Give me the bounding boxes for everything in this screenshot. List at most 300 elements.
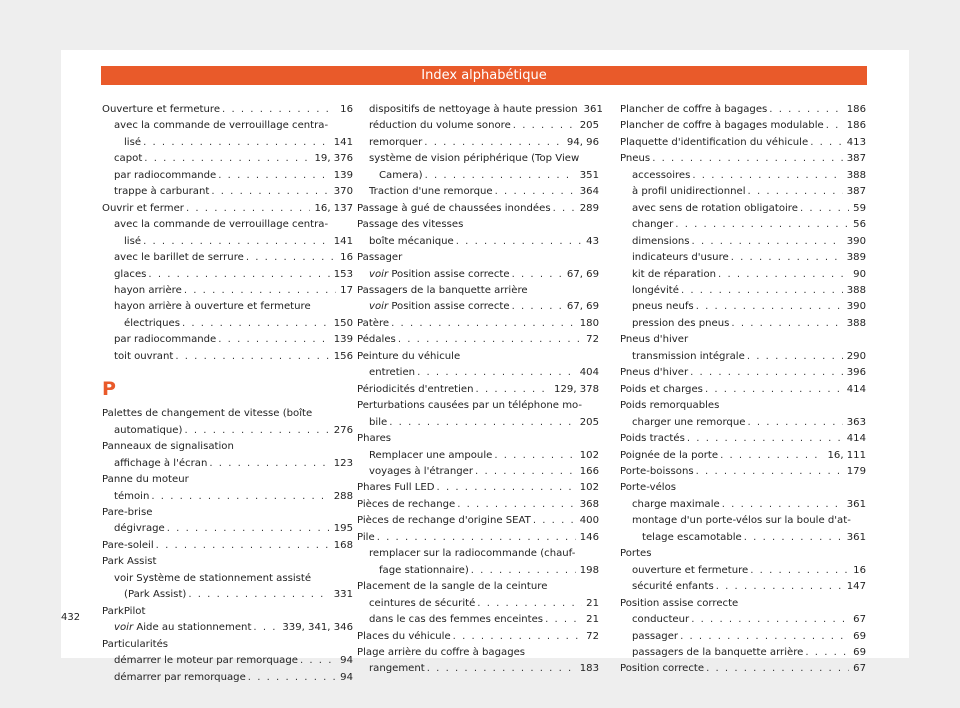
- entry-text: charge maximale: [632, 498, 720, 510]
- entry-text: ParkPilot: [102, 605, 146, 617]
- page-reference: 363: [846, 416, 866, 428]
- index-subentry: [620, 283, 866, 299]
- page-reference: 351: [579, 169, 599, 181]
- entry-text: Pédales: [357, 334, 396, 346]
- entry-text: Poids remorquables: [620, 400, 720, 412]
- entry-text: accessoires: [632, 169, 691, 181]
- entry-text: Traction d'une remorque: [369, 186, 493, 198]
- page-header: [101, 66, 867, 85]
- page-reference: 396: [846, 367, 866, 379]
- entry-text: Poids tractés: [620, 433, 685, 445]
- index-entry: [357, 497, 599, 513]
- index-column-1: [102, 102, 353, 686]
- page-reference: 102: [579, 482, 599, 494]
- entry-text: ouverture et fermeture: [632, 564, 749, 576]
- page-reference: 166: [579, 465, 599, 477]
- index-entry: [102, 201, 353, 217]
- dot-leader: [512, 267, 563, 283]
- index-column-2: [357, 102, 603, 678]
- page-reference: 179: [846, 465, 866, 477]
- entry-text: Passager: [357, 252, 403, 264]
- dot-leader: [495, 184, 576, 200]
- index-subentry: [102, 217, 353, 233]
- index-subentry: [102, 653, 353, 669]
- dot-leader: [188, 587, 329, 603]
- dot-leader: [476, 382, 551, 398]
- dot-leader: [652, 151, 843, 167]
- dot-leader: [300, 653, 336, 669]
- entry-text: Park Assist: [102, 556, 157, 568]
- entry-text: charger une remorque: [632, 416, 746, 428]
- dot-leader: [800, 201, 849, 217]
- page-reference: 289: [579, 202, 599, 214]
- page-reference: 72: [586, 334, 599, 346]
- entry-text: Plancher de coffre à bagages modulable: [620, 120, 824, 132]
- index-subentry: [620, 612, 866, 628]
- dot-leader: [186, 201, 311, 217]
- index-entry: [357, 513, 599, 529]
- page-reference: 69: [853, 646, 866, 658]
- page-reference: 102: [579, 449, 599, 461]
- entry-text: démarrer le moteur par remorquage: [114, 655, 298, 667]
- page-reference: 339, 341, 346: [282, 622, 353, 634]
- index-subentry: [357, 448, 599, 464]
- dot-leader: [167, 521, 330, 537]
- entry-text: Position correcte: [620, 663, 705, 675]
- index-subentry: [102, 316, 353, 332]
- entry-text: Camera): [379, 169, 423, 181]
- page-reference: 139: [333, 169, 353, 181]
- index-entry: [620, 398, 866, 414]
- dot-leader: [805, 645, 849, 661]
- entry-text: Remplacer une ampoule: [369, 449, 493, 461]
- dot-leader: [706, 661, 849, 677]
- index-entry: [620, 661, 866, 677]
- dot-leader: [769, 102, 842, 118]
- index-entry: [620, 464, 866, 480]
- dot-leader: [720, 448, 823, 464]
- manual-page: [61, 50, 909, 683]
- index-subentry: [102, 184, 353, 200]
- page-reference: 17: [340, 284, 353, 296]
- index-entry: [620, 596, 866, 612]
- entry-text: dimensions: [632, 235, 690, 247]
- entry-text: dispositifs de nettoyage à haute pression: [369, 104, 578, 115]
- entry-text: capot: [114, 153, 143, 165]
- index-subentry: [357, 234, 599, 250]
- page-reference: 361: [846, 531, 866, 543]
- dot-leader: [398, 332, 582, 348]
- index-subentry: [620, 250, 866, 266]
- index-entry: [102, 554, 353, 570]
- index-subentry: [620, 563, 866, 579]
- page-reference: 370: [333, 186, 353, 198]
- entry-text: rangement: [369, 663, 425, 675]
- page-reference: 129, 378: [554, 383, 599, 395]
- page-reference: 19, 376: [314, 153, 353, 165]
- entry-text: boîte mécanique: [369, 235, 454, 247]
- dot-leader: [425, 168, 576, 184]
- dot-leader: [182, 316, 330, 332]
- entry-text: Périodicités d'entretien: [357, 383, 474, 395]
- index-subentry: [102, 521, 353, 537]
- entry-text: pression des pneus: [632, 317, 730, 329]
- dot-leader: [512, 299, 563, 315]
- index-entry: [357, 431, 599, 447]
- page-reference: 43: [586, 235, 599, 247]
- dot-leader: [747, 415, 842, 431]
- index-subentry: [357, 299, 599, 315]
- entry-text: Panneaux de signalisation: [102, 441, 234, 453]
- page-reference: 404: [579, 367, 599, 379]
- dot-leader: [722, 497, 843, 513]
- page-reference: 400: [579, 515, 599, 527]
- page-reference: 21: [586, 614, 599, 626]
- index-subentry: [357, 546, 599, 562]
- index-subentry: [357, 612, 599, 628]
- index-subentry: [102, 571, 353, 587]
- page-reference: 59: [853, 202, 866, 214]
- page-reference: 364: [579, 186, 599, 198]
- page-reference: 67: [853, 663, 866, 675]
- index-subentry: [357, 596, 599, 612]
- page-reference: 94, 96: [566, 136, 599, 148]
- entry-text: longévité: [632, 284, 679, 296]
- index-entry: [357, 316, 599, 332]
- dot-leader: [391, 316, 576, 332]
- entry-text: indicateurs d'usure: [632, 252, 729, 264]
- see-reference: voir: [114, 622, 134, 634]
- page-reference: 388: [846, 284, 866, 296]
- dot-leader: [218, 332, 329, 348]
- page-reference: 413: [846, 136, 866, 148]
- page-reference: 388: [846, 169, 866, 181]
- index-subentry: [357, 168, 599, 184]
- entry-text: voyages à l'étranger: [369, 465, 474, 477]
- index-subentry: [357, 563, 599, 579]
- dot-leader: [692, 168, 842, 184]
- entry-text: automatique): [114, 424, 183, 436]
- entry-text: par radiocommande: [114, 334, 217, 346]
- dot-leader: [457, 497, 576, 513]
- index-subentry: [357, 102, 603, 118]
- index-entry: [357, 530, 599, 546]
- index-subentry: [620, 234, 866, 250]
- index-subentry: [620, 349, 866, 365]
- entry-text: Pile: [357, 531, 375, 543]
- page-reference: 361: [846, 498, 866, 510]
- index-subentry: [357, 267, 599, 283]
- entry-text: Palettes de changement de vitesse (boîte: [102, 408, 313, 420]
- entry-text: Places du véhicule: [357, 630, 451, 642]
- dot-leader: [716, 579, 843, 595]
- dot-leader: [731, 316, 842, 332]
- page-reference: 205: [579, 416, 599, 428]
- page-reference: 16: [340, 104, 353, 115]
- index-subentry: [102, 620, 353, 636]
- entry-text: Position assise correcte: [620, 597, 739, 609]
- dot-leader: [475, 464, 576, 480]
- dot-leader: [826, 118, 843, 134]
- entry-text: Pare-brise: [102, 506, 153, 518]
- entry-text: dans le cas des femmes enceintes: [369, 614, 544, 626]
- index-subentry: [102, 151, 353, 167]
- dot-leader: [691, 612, 849, 628]
- entry-text: Porte-boissons: [620, 465, 694, 477]
- page-reference: 94: [340, 671, 353, 683]
- index-entry: [357, 480, 599, 496]
- index-entry: [620, 102, 866, 118]
- entry-text: affichage à l'écran: [114, 457, 208, 469]
- dot-leader: [143, 234, 330, 250]
- index-entry: [620, 332, 866, 348]
- index-subentry: [102, 118, 353, 134]
- index-subentry: [102, 250, 353, 266]
- entry-text: trappe à carburant: [114, 186, 210, 198]
- entry-text: conducteur: [632, 614, 690, 626]
- page-reference: 183: [579, 663, 599, 675]
- index-subentry: [620, 513, 866, 529]
- dot-leader: [744, 530, 843, 546]
- dot-leader: [696, 299, 843, 315]
- page-reference: 186: [846, 104, 866, 115]
- entry-text: Passage des vitesses: [357, 219, 464, 231]
- entry-text: Perturbations causées par un téléphone mo-: [357, 400, 583, 412]
- entry-text: fage stationnaire): [379, 564, 469, 576]
- entry-text: hayon arrière: [114, 284, 182, 296]
- index-subentry: [102, 670, 353, 686]
- entry-text: témoin: [114, 490, 150, 502]
- index-subentry: [102, 234, 353, 250]
- dot-leader: [151, 489, 329, 505]
- index-entry: [357, 382, 599, 398]
- dot-leader: [687, 431, 843, 447]
- page-reference: 16, 111: [827, 449, 866, 461]
- index-subentry: [357, 118, 599, 134]
- entry-text: pneus neufs: [632, 301, 694, 313]
- page-reference: 139: [333, 334, 353, 346]
- entry-text: entretien: [369, 367, 416, 379]
- index-subentry: [620, 415, 866, 431]
- index-entry: [102, 637, 353, 653]
- page-reference: 146: [579, 531, 599, 543]
- index-subentry: [102, 587, 353, 603]
- entry-text: démarrer par remorquage: [114, 671, 246, 683]
- dot-leader: [209, 456, 329, 472]
- index-subentry: [357, 135, 599, 151]
- dot-leader: [222, 102, 336, 118]
- page-reference: 205: [579, 120, 599, 132]
- entry-text: Pièces de rechange d'origine SEAT: [357, 515, 531, 527]
- index-subentry: [102, 135, 353, 151]
- index-entry: [357, 645, 599, 661]
- dot-leader: [750, 563, 849, 579]
- entry-text: remplacer sur la radiocommande (chauf-: [369, 548, 576, 560]
- page-reference: 387: [846, 153, 866, 165]
- page-reference: 21: [586, 597, 599, 609]
- index-entry: [357, 349, 599, 365]
- page-reference: 67, 69: [566, 301, 599, 313]
- entry-text: Placement de la sangle de la ceinture: [357, 581, 548, 593]
- entry-text: Aide au stationnement: [136, 622, 252, 634]
- index-entry: [620, 365, 866, 381]
- dot-leader: [143, 135, 330, 151]
- page-reference: 72: [586, 630, 599, 642]
- dot-leader: [424, 135, 563, 151]
- index-entry: [620, 151, 866, 167]
- index-subentry: [357, 661, 599, 677]
- entry-text: électriques: [124, 317, 180, 329]
- index-entry: [620, 135, 866, 151]
- index-subentry: [620, 267, 866, 283]
- entry-text: par radiocommande: [114, 169, 217, 181]
- dot-leader: [471, 563, 576, 579]
- page-reference: 390: [846, 301, 866, 313]
- entry-text: montage d'un porte-vélos sur la boule d'at-: [632, 515, 851, 527]
- entry-text: Porte-vélos: [620, 482, 677, 494]
- index-subentry: [620, 299, 866, 315]
- entry-text: Pneus d'hiver: [620, 367, 689, 379]
- dot-leader: [211, 184, 329, 200]
- index-column-3: [620, 102, 866, 678]
- index-subentry: [357, 415, 599, 431]
- entry-text: Poids et charges: [620, 383, 703, 395]
- entry-text: réduction du volume sonore: [369, 120, 511, 132]
- dot-leader: [533, 513, 576, 529]
- page-reference: 16: [340, 252, 353, 264]
- entry-text: passager: [632, 630, 679, 642]
- dot-leader: [553, 201, 576, 217]
- dot-leader: [545, 612, 582, 628]
- entry-text: Particularités: [102, 638, 169, 650]
- entry-text: avec le barillet de serrure: [114, 252, 244, 264]
- page-reference: 69: [853, 630, 866, 642]
- page-reference: 16: [853, 564, 866, 576]
- index-entry: [357, 217, 599, 233]
- page-reference: 390: [846, 235, 866, 247]
- dot-leader: [680, 629, 849, 645]
- entry-text: avec la commande de verrouillage centra-: [114, 120, 329, 132]
- dot-leader: [144, 151, 310, 167]
- dot-leader: [175, 349, 329, 365]
- index-subentry: [620, 530, 866, 546]
- page-title: Index alphabétique: [421, 68, 547, 83]
- entry-text: Poignée de la porte: [620, 449, 719, 461]
- page-reference: 123: [333, 457, 353, 469]
- entry-text: Plaquette d'identification du véhicule: [620, 136, 809, 148]
- dot-leader: [692, 234, 843, 250]
- page-reference: 180: [579, 317, 599, 329]
- entry-text: sécurité enfants: [632, 581, 714, 593]
- dot-leader: [218, 168, 329, 184]
- entry-text: avec sens de rotation obligatoire: [632, 202, 798, 214]
- page-reference: 94: [340, 655, 353, 667]
- index-entry: [620, 431, 866, 447]
- entry-text: dégivrage: [114, 523, 165, 535]
- dot-leader: [718, 267, 849, 283]
- page-reference: 195: [333, 523, 353, 535]
- page-reference: 388: [846, 317, 866, 329]
- page-reference: 147: [846, 581, 866, 593]
- index-subentry: [620, 629, 866, 645]
- index-subentry: [102, 456, 353, 472]
- entry-text: Ouvrir et fermer: [102, 202, 184, 214]
- dot-leader: [456, 234, 582, 250]
- page-reference: 141: [333, 136, 353, 148]
- index-subentry: [102, 299, 353, 315]
- page-reference: 331: [333, 589, 353, 601]
- entry-text: Plancher de coffre à bagages: [620, 104, 768, 115]
- entry-text: Peinture du véhicule: [357, 350, 461, 362]
- index-entry: [620, 382, 866, 398]
- entry-text: Plage arrière du coffre à bagages: [357, 646, 526, 658]
- dot-leader: [184, 423, 329, 439]
- index-entry: [102, 102, 353, 118]
- entry-text: avec la commande de verrouillage centra-: [114, 219, 329, 231]
- entry-text: transmission intégrale: [632, 350, 745, 362]
- index-subentry: [620, 579, 866, 595]
- dot-leader: [513, 118, 576, 134]
- dot-leader: [494, 448, 575, 464]
- dot-leader: [690, 365, 843, 381]
- entry-text: kit de réparation: [632, 268, 717, 280]
- dot-leader: [246, 250, 336, 266]
- index-subentry: [620, 316, 866, 332]
- index-subentry: [620, 497, 866, 513]
- page-reference: 276: [333, 424, 353, 436]
- index-entry: [620, 118, 866, 134]
- entry-text: Phares: [357, 433, 392, 445]
- entry-text: telage escamotable: [642, 531, 742, 543]
- index-subentry: [620, 168, 866, 184]
- entry-text: Phares Full LED: [357, 482, 435, 494]
- page-reference: 290: [846, 350, 866, 362]
- entry-text: à profil unidirectionnel: [632, 186, 746, 198]
- entry-text: lisé: [124, 235, 142, 247]
- index-subentry: [357, 464, 599, 480]
- index-entry: [357, 250, 599, 266]
- index-subentry: [102, 423, 353, 439]
- index-entry: [102, 505, 353, 521]
- entry-text: Pare-soleil: [102, 539, 154, 551]
- index-subentry: [357, 184, 599, 200]
- page-reference: 387: [846, 186, 866, 198]
- entry-text: système de vision périphérique (Top View: [369, 153, 580, 165]
- dot-leader: [747, 349, 843, 365]
- dot-leader: [417, 365, 576, 381]
- see-reference: voir: [369, 301, 389, 313]
- index-subentry: [102, 489, 353, 505]
- page-reference: 288: [333, 490, 353, 502]
- entry-text: Pneus: [620, 153, 651, 165]
- page-reference: 156: [333, 350, 353, 362]
- dot-leader: [453, 629, 582, 645]
- entry-text: changer: [632, 219, 674, 231]
- entry-text: lisé: [124, 136, 142, 148]
- page-reference: 16, 137: [314, 202, 353, 214]
- page-reference: 67: [853, 614, 866, 626]
- dot-leader: [156, 538, 330, 554]
- page-reference: 198: [579, 564, 599, 576]
- index-subentry: [620, 201, 866, 217]
- entry-text: Pièces de rechange: [357, 498, 456, 510]
- entry-text: Ouverture et fermeture: [102, 104, 221, 115]
- see-reference: voir: [369, 268, 389, 280]
- dot-leader: [696, 464, 843, 480]
- index-subentry: [357, 365, 599, 381]
- index-entry: [620, 448, 866, 464]
- index-subentry: [102, 332, 353, 348]
